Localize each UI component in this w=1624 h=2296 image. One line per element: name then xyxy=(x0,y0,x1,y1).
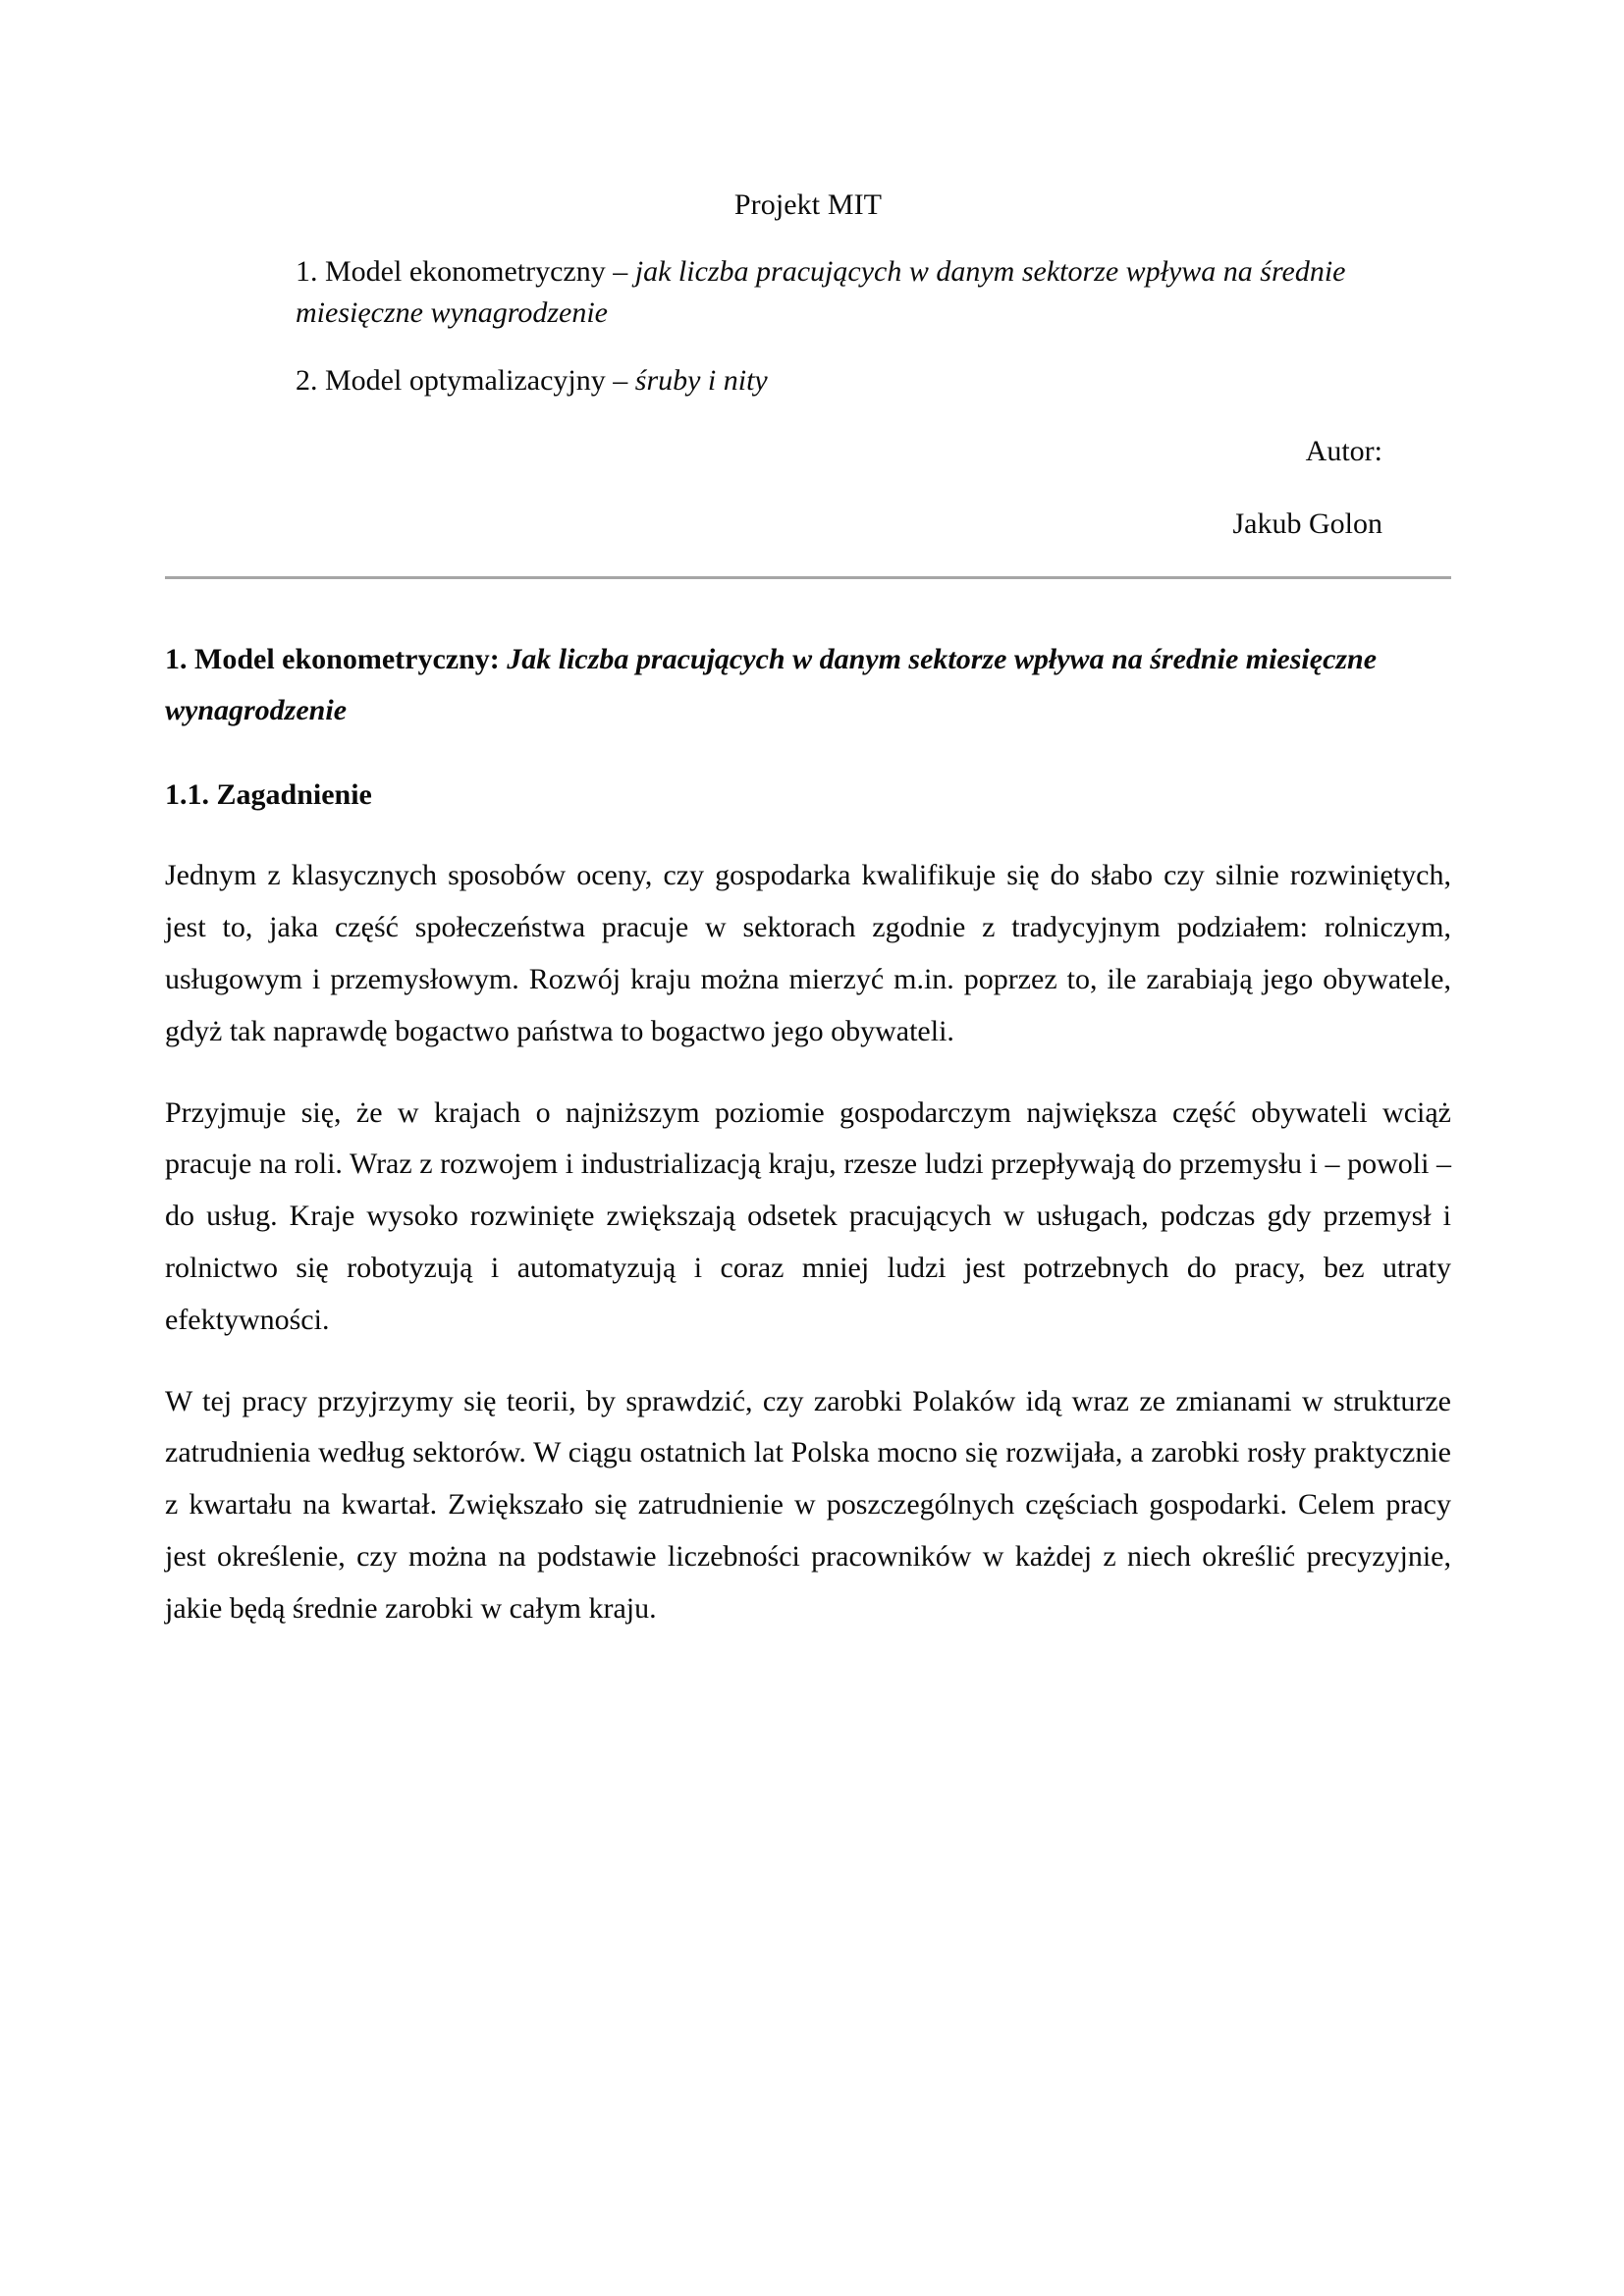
body-paragraph-3: W tej pracy przyjrzymy się teorii, by sprawdzić, czy zarobki Polaków idą wraz ze zmianami w strukturze zatrudnienia według sektorów. W ciągu ostatnich lat Polska mocno się rozwijała, a zarobki rosły praktycznie z kwartału na kwartał. Zwiększało się zatrudnienie w poszczególnych częściach gospodarki. Celem pracy jest określenie, czy można na podstawie liczebności pracowników w każdej z niech określić precyzyjnie, jakie będą średnie zarobki w całym kraju. xyxy=(165,1384,1451,1625)
author-name: Jakub Golon xyxy=(1232,507,1382,541)
page-content xyxy=(165,0,1451,1635)
subtitle-list xyxy=(165,251,1451,402)
subtitle-2-italic: śruby i nity xyxy=(634,363,768,397)
document-title: Projekt MIT xyxy=(733,188,883,221)
sub-heading-zagadnienie: 1.1. Zagadnienie xyxy=(165,778,372,812)
section-heading xyxy=(165,634,1451,735)
body-block xyxy=(165,634,1451,1634)
subtitle-2-prefix: 2. Model optymalizacyjny – xyxy=(296,363,635,397)
body-paragraph-2: Przyjmuje się, że w krajach o najniższym poziomie gospodarczym największa część obywateli wciąż pracuje na roli. Wraz z rozwojem i industrializacją kraju, rzesze ludzi przepływają do przemysłu i – powoli – do usług. Kraje wysoko rozwinięte zwiększają odsetek pracujących w usługach, podczas gdy przemysł i rolnictwo się robotyzują i automatyzują i coraz mniej ludzi jest potrzebnych do pracy, bez utraty efektywności. xyxy=(165,1095,1451,1336)
subtitle-item-2 xyxy=(165,360,1451,402)
author-label: Autor: xyxy=(1305,435,1382,468)
section-heading-italic: Jak liczba pracujących w danym sektorze wpływa na średnie miesięczne wynagrodzenie xyxy=(165,643,1378,726)
subtitle-1-italic: jak liczba pracujących w danym sektorze wpływa na średnie miesięczne wynagrodzenie xyxy=(296,254,1346,330)
subtitle-item-1 xyxy=(165,251,1451,335)
header-divider xyxy=(165,576,1451,579)
body-paragraph-1: Jednym z klasycznych sposobów oceny, czy gospodarka kwalifikuje się do słabo czy silnie rozwiniętych, jest to, jaka część społeczeństwa pracuje w sektorach zgodnie z tradycyjnym podziałem: rolniczym, usługowym i przemysłowym. Rozwój kraju można mierzyć m.in. poprzez to, ile zarabiają jego obywatele, gdyż tak naprawdę bogactwo państwa to bogactwo jego obywateli. xyxy=(165,859,1451,1047)
section-heading-prefix: 1. Model ekonometryczny: xyxy=(165,643,508,676)
title-block xyxy=(165,0,1451,579)
author-block xyxy=(165,437,1451,539)
subtitle-1-prefix: 1. Model ekonometryczny – xyxy=(296,254,635,288)
